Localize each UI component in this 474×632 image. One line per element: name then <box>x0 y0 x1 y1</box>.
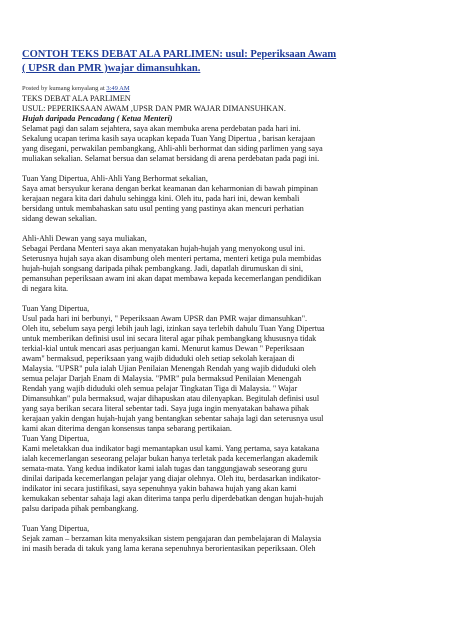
speaker-heading: Hujah daripada Pencadang ( Ketua Menteri) <box>22 114 173 123</box>
text-line: di negara kita. <box>22 284 69 293</box>
text-line: Saya amat bersyukur kerana dengan berkat keamanan dan keharmonian di bawah pimpinan <box>22 184 318 193</box>
text-line: Ahli-Ahli Dewan yang saya muliakan, <box>22 234 147 243</box>
text-line: terkial-kial untuk mencari asas perjuangan kami. Menurut kamus Dewan " Peperiksaan <box>22 344 305 353</box>
text-line: ialah kecemerlangan seseorang pelajar bukan hanya terletak pada kecemerlangan akademik <box>22 454 318 463</box>
text-line: sidang dewan sekalian. <box>22 214 97 223</box>
text-line: semua pelajar Darjah Enam di Malaysia. "PMR" pula bermaksud Penilaian Menengah <box>22 374 302 383</box>
text-line: Tuan Yang Dipertua, <box>22 434 90 443</box>
text-line: yang saya berikan secara literal sebentar tadi. Saya juga ingin menyatakan bahawa pihak <box>22 404 309 413</box>
text-line: yang disegani, perwakilan pembangkang, Ahli-ahli berhormat dan siding parlimen yang saya <box>22 144 323 153</box>
doc-heading: TEKS DEBAT ALA PARLIMEN <box>22 94 131 103</box>
post-content <box>22 48 454 554</box>
post-title-line: ( UPSR dan PMR )wajar dimansuhkan. <box>22 63 201 74</box>
post-meta <box>22 84 454 94</box>
text-line: Tuan Yang Dipertua, <box>22 304 90 313</box>
motion-heading: USUL: PEPERIKSAAN AWAM ,UPSR DAN PMR WAJAR DIMANSUHKAN. <box>22 104 286 113</box>
text-line: muliakan sekalian. Selamat bersua dan selamat bersidang di arena perdebatan pada pagi ini. <box>22 154 320 163</box>
text-line: Malaysia. "UPSR" pula ialah Ujian Penilaian Menengah Rendah yang wajib diduduki oleh <box>22 364 316 373</box>
posted-by-text: Posted by kumang kenyalang at <box>22 85 107 92</box>
text-line: palsu daripada pihak pembangkang. <box>22 504 139 513</box>
text-line: Seterusnya hujah saya akan disambung oleh menteri pertama, menteri ketiga pula membidas <box>22 254 322 263</box>
text-line: Selamat pagi dan salam sejahtera, saya akan membuka arena perdebatan pada hari ini. <box>22 124 301 133</box>
text-line: kerajaan yakin dengan hujah-hujah yang bentangkan sebentar sahaja lagi dan seterusnya usul <box>22 414 324 423</box>
text-line: Kami meletakkan dua indikator bagi memantapkan usul kami. Yang pertama, saya katakana <box>22 444 320 453</box>
text-line: awam" bermaksud, peperiksaan yang wajib diduduki oleh setiap sekolah kerajaan di <box>22 354 295 363</box>
paragraph-roles <box>22 234 454 294</box>
text-line: dinilai daripada kecemerlangan pelajar yang diajar olehnya. Oleh itu, berdasarkan indikator- <box>22 474 321 483</box>
text-line: Tuan Yang Dipertua, <box>22 524 90 533</box>
post-title-link[interactable] <box>22 48 454 76</box>
text-line: indikator ini secara justifikasi, saya sepenuhnya yakin bahawa hujah yang akan kami <box>22 484 297 493</box>
text-line: Dimansuhkan" pula bermaksud, wajar dihapuskan atau dilenyapkan. Begitulah definisi usul <box>22 394 320 403</box>
paragraph-exam-system <box>22 524 454 554</box>
text-line: bersidang untuk membahaskan satu usul penting yang pastinya akan mencuri perhatian <box>22 204 304 213</box>
text-line: semata-mata. Yang kedua indikator kami ialah tugas dan tanggungjawab seseorang guru <box>22 464 307 473</box>
text-line: Sejak zaman – berzaman kita menyaksikan sistem pengajaran dan pembelajaran di Malaysia <box>22 534 322 543</box>
text-line: Sekalung ucapan terima kasih saya ucapkan kepada Tuan Yang Dipertua , barisan kerajaan <box>22 134 316 143</box>
text-line: Usul pada hari ini berbunyi, " Peperiksaan Awam UPSR dan PMR wajar dimansuhkan". <box>22 314 308 323</box>
post-time-link[interactable]: 3:49 AM <box>106 85 130 92</box>
text-line: kami akan diterima dengan konsensus tanpa sebarang pertikaian. <box>22 424 232 433</box>
text-line: kemukakan sebentar sahaja lagi akan diterima tanpa perlu diperdebatkan dengan hujah-hujah <box>22 494 324 503</box>
text-line: untuk memberikan definisi usul ini secara literal agar pihak pembangkang khususnya tidak <box>22 334 317 343</box>
paragraph-thanks <box>22 174 454 224</box>
text-line: pemansuhan peperiksaan awam ini akan dapat membawa kepada kecemerlangan pendidikan <box>22 274 322 283</box>
text-line: Tuan Yang Dipertua, Ahli-Ahli Yang Berhormat sekalian, <box>22 174 208 183</box>
paragraph-greeting <box>22 124 454 164</box>
text-line: ini masih berada di takuk yang lama kerana sepenuhnya berorientasikan peperiksaan. Oleh <box>22 544 316 553</box>
text-line: Sebagai Perdana Menteri saya akan menyatakan hujah-hujah yang menyokong usul ini. <box>22 244 305 253</box>
text-line: Rendah yang wajib diduduki oleh semua pelajar Tingkatan Tiga di Malaysia. " Wajar <box>22 384 298 393</box>
text-line: hujah-hujah songsang daripada pihak pembangkang. Jadi, dapatlah dirumuskan di sini, <box>22 264 303 273</box>
paragraph-definition <box>22 304 454 514</box>
post-title-line: CONTOH TEKS DEBAT ALA PARLIMEN: usul: Peperiksaan Awam <box>22 49 337 60</box>
text-line: Oleh itu, sebelum saya pergi lebih jauh lagi, izinkan saya terlebih dahulu Tuan Yang Dipertua <box>22 324 325 333</box>
text-line: kerajaan negara kita dari dahulu sehingga kini. Oleh itu, pada hari ini, dewan kembali <box>22 194 300 203</box>
